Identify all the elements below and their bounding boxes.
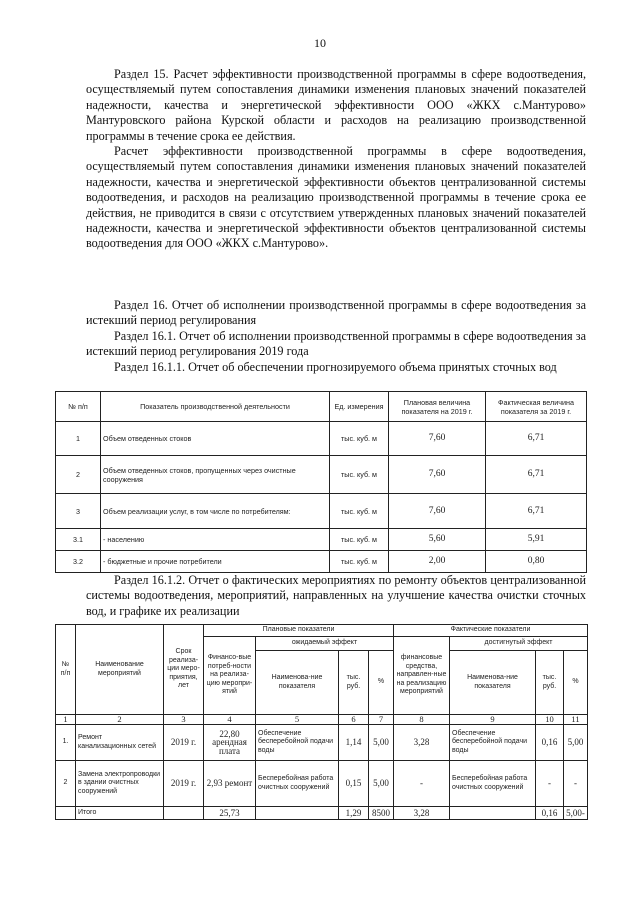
row-indicator: Объем отведенных стоков (101, 422, 330, 456)
column-index: 5 (256, 715, 339, 725)
col-header: Наименова-ние показателя (256, 651, 339, 715)
row-plan: 7,60 (389, 494, 486, 529)
column-index: 9 (450, 715, 536, 725)
row-fin-need: 22,80 арендная плата (204, 725, 256, 761)
column-index: 7 (369, 715, 394, 725)
row-number: 2 (56, 456, 101, 494)
row-fact: 6,71 (486, 456, 587, 494)
col-header: Показатель производственной деятельности (101, 392, 330, 422)
column-index: 2 (76, 715, 164, 725)
col-header: Плановые показатели (204, 625, 394, 637)
row-unit: тыс. куб. м (330, 456, 389, 494)
section-16-1-2 (86, 573, 586, 619)
row-expected-percent: 5,00 (369, 761, 394, 807)
row-fact: 5,91 (486, 529, 587, 551)
row-achieved-value: 0,16 (536, 725, 564, 761)
row-achieved-percent: - (564, 761, 588, 807)
column-index: 4 (204, 715, 256, 725)
total-empty-cell (56, 807, 76, 820)
section-16-1-2-title: Раздел 16.1.2. Отчет о фактических мероприятиях по ремонту объектов централизованной системы водоотведения, мероприятий, направленных на улучшение качества очистки сточных вод, и графике их реализации (86, 573, 586, 618)
column-index: 6 (339, 715, 369, 725)
col-header: № п/п (56, 392, 101, 422)
row-achieved-value: - (536, 761, 564, 807)
header-row-1 (56, 625, 588, 637)
row-expected-value: 0,15 (339, 761, 369, 807)
row-fact: 6,71 (486, 422, 587, 456)
total-achieved-value: 0,16 (536, 807, 564, 820)
row-number: 3 (56, 494, 101, 529)
row-number: 3.1 (56, 529, 101, 551)
column-index: 10 (536, 715, 564, 725)
row-plan: 7,60 (389, 422, 486, 456)
row-fin-used: - (394, 761, 450, 807)
table-row (56, 551, 587, 573)
row-plan: 2,00 (389, 551, 486, 573)
measures-table (55, 624, 588, 820)
col-header: № п/п (56, 625, 76, 715)
col-header: % (369, 651, 394, 715)
section-16-title: Раздел 16. Отчет об исполнении производственной программы в сфере водоотведения за истекший период регулирования (86, 298, 586, 328)
section-16-titles (86, 298, 586, 375)
table-row (56, 725, 588, 761)
col-header: тыс. руб. (536, 651, 564, 715)
row-measure: Ремонт канализационных сетей (76, 725, 164, 761)
row-fact: 6,71 (486, 494, 587, 529)
table-row (56, 761, 588, 807)
row-measure: Замена электропроводки в здании очистных сооружений (76, 761, 164, 807)
page-number: 10 (314, 36, 326, 50)
total-fin-need: 25,73 (204, 807, 256, 820)
total-empty-cell (450, 807, 536, 820)
col-header: тыс. руб. (339, 651, 369, 715)
volume-table (55, 391, 587, 573)
table-row (56, 529, 587, 551)
total-label: Итого (76, 807, 164, 820)
row-fact: 0,80 (486, 551, 587, 573)
row-unit: тыс. куб. м (330, 551, 389, 573)
row-indicator: Объем реализации услуг, в том числе по потребителям: (101, 494, 330, 529)
row-plan: 5,60 (389, 529, 486, 551)
row-unit: тыс. куб. м (330, 529, 389, 551)
row-number: 1 (56, 422, 101, 456)
col-header: ожидаемый эффект (256, 637, 394, 651)
row-term: 2019 г. (164, 761, 204, 807)
row-achieved-effect: Бесперебойная работа очистных сооружений (450, 761, 536, 807)
row-indicator: - бюджетные и прочие потребители (101, 551, 330, 573)
col-header: Фактические показатели (394, 625, 588, 637)
row-fin-used: 3,28 (394, 725, 450, 761)
total-fin-used: 3,28 (394, 807, 450, 820)
col-header: Плановая величина показателя на 2019 г. (389, 392, 486, 422)
total-expected-percent: 8500 (369, 807, 394, 820)
total-row (56, 807, 588, 820)
total-empty-cell (256, 807, 339, 820)
row-achieved-effect: Обеспечение бесперебойной подачи воды (450, 725, 536, 761)
row-expected-value: 1,14 (339, 725, 369, 761)
row-indicator: Объем отведенных стоков, пропущенных через очистные сооружения (101, 456, 330, 494)
row-expected-effect: Бесперебойная работа очистных сооружений (256, 761, 339, 807)
total-achieved-percent: 5,00- (564, 807, 588, 820)
section-16-1-1-title: Раздел 16.1.1. Отчет об обеспечении прогнозируемого объема принятых сточных вод (114, 359, 557, 374)
row-indicator: - населению (101, 529, 330, 551)
col-header: достигнутый эффект (450, 637, 588, 651)
row-term: 2019 г. (164, 725, 204, 761)
row-plan: 7,60 (389, 456, 486, 494)
column-index: 11 (564, 715, 588, 725)
row-expected-percent: 5,00 (369, 725, 394, 761)
row-number: 2 (56, 761, 76, 807)
total-empty-cell (164, 807, 204, 820)
col-header: Срок реализа-ции меро-приятия, лет (164, 625, 204, 715)
volume-table-header (56, 392, 587, 422)
col-header: Наименование мероприятий (76, 625, 164, 715)
row-expected-effect: Обеспечение бесперебойной подачи воды (256, 725, 339, 761)
row-achieved-percent: 5,00 (564, 725, 588, 761)
section-15-body: Расчет эффективности производственной программы в сфере водоотведения, осуществляемый путем сопоставления динамики изменения плановых значений показателей надежности, качества и энергетической эффективности объектов централизованной системы водоотведения, и расходов на реализацию производственной программы в течение срока ее действия, не приводится в связи с отсутствием утвержденных плановых значений показателей надежности, качества и энергетической эффективности объектов централизованной системы водоотведения для ООО «ЖКХ с.Мантурово». (86, 144, 586, 251)
total-expected-value: 1,29 (339, 807, 369, 820)
col-header: % (564, 651, 588, 715)
row-unit: тыс. куб. м (330, 422, 389, 456)
col-header: Финансо-вые потреб-ности на реализа-цию меропри-ятий (204, 637, 256, 715)
section-15 (86, 67, 586, 252)
row-unit: тыс. куб. м (330, 494, 389, 529)
col-header: Фактическая величина показателя за 2019 г. (486, 392, 587, 422)
table-row (56, 456, 587, 494)
col-header: финансовые средства, направлен-ные на реализацию мероприятий (394, 637, 450, 715)
row-fin-need: 2,93 ремонт (204, 761, 256, 807)
row-number: 1. (56, 725, 76, 761)
col-header: Ед. измерения (330, 392, 389, 422)
section-16-1-title: Раздел 16.1. Отчет об исполнении производственной программы в сфере водоотведения за истекший период регулирования 2019 года (86, 328, 586, 359)
row-number: 3.2 (56, 551, 101, 573)
column-index: 3 (164, 715, 204, 725)
col-header: Наименова-ние показателя (450, 651, 536, 715)
column-index: 1 (56, 715, 76, 725)
column-index: 8 (394, 715, 450, 725)
column-index-row (56, 715, 588, 725)
section-15-title: Раздел 15. Расчет эффективности производственной программы в сфере водоотведения, осуществляемый путем сопоставления динамики изменения плановых значений показателей надежности, качества и энергетической эффективности ООО «ЖКХ с.Мантурово» Мантуровского района Курской области и расходов на реализацию производственной программы в течение срока ее действия. (86, 67, 586, 143)
table-row (56, 494, 587, 529)
table-row (56, 422, 587, 456)
